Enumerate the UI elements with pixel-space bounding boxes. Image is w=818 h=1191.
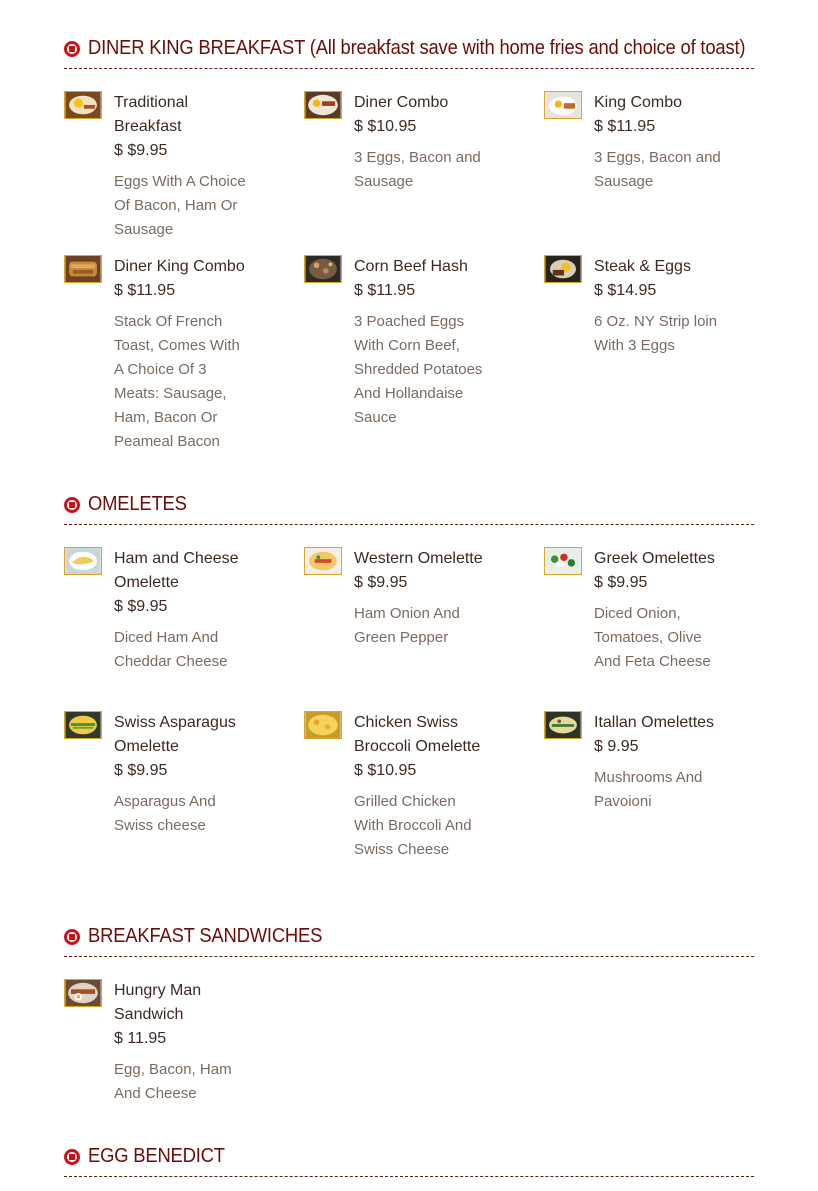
record-icon <box>64 929 80 945</box>
item-price: $ $10.95 <box>354 118 417 135</box>
item-description: Eggs With A Choice Of Bacon, Ham Or Sausage <box>114 173 246 238</box>
record-icon <box>64 497 80 513</box>
item-name: Ham and Cheese Omelette <box>114 550 239 591</box>
item-name: Diner Combo <box>354 94 449 111</box>
asparagus-omelette-photo-icon[interactable] <box>64 711 102 739</box>
item-description: 3 Poached Eggs With Corn Beef, Shredded Potatoes And Hollandaise Sauce <box>354 313 483 426</box>
item-description: Stack Of French Toast, Comes With A Choice Of 3 Meats: Sausage, Ham, Bacon Or Peameal Bacon <box>114 313 240 450</box>
item-price: $ 11.95 <box>114 1030 167 1047</box>
greek-salad-photo-icon[interactable] <box>544 547 582 575</box>
sandwich-photo-icon[interactable] <box>64 979 102 1007</box>
item-name: Steak & Eggs <box>594 258 691 275</box>
section-header <box>64 28 754 69</box>
item-description: Ham Onion And Green Pepper <box>354 605 460 646</box>
western-omelette-photo-icon[interactable] <box>304 547 342 575</box>
record-icon <box>64 1149 80 1165</box>
item-name: Diner King Combo <box>114 258 245 275</box>
item-price: $ $9.95 <box>114 762 168 779</box>
item-price: $ $9.95 <box>354 574 408 591</box>
section-egg-benedict <box>64 1136 754 1177</box>
section-title: EGG BENEDICT <box>88 1144 225 1167</box>
item-name: Greek Omelettes <box>594 550 715 567</box>
hash-photo-icon[interactable] <box>304 255 342 283</box>
section-title: OMELETES <box>88 492 187 515</box>
item-name: Western Omelette <box>354 550 483 567</box>
french-toast-photo-icon[interactable] <box>64 255 102 283</box>
item-name: Traditional Breakfast <box>114 94 189 135</box>
item-price: $ $9.95 <box>114 598 168 615</box>
item-name: Hungry Man Sandwich <box>114 982 202 1023</box>
item-description: Egg, Bacon, Ham And Cheese <box>114 1061 232 1102</box>
item-price: $ $9.95 <box>594 574 648 591</box>
section-title: BREAKFAST SANDWICHES <box>88 924 323 947</box>
section-header <box>64 916 754 957</box>
item-description: Diced Ham And Cheddar Cheese <box>114 629 228 670</box>
section-header <box>64 1136 754 1177</box>
record-icon <box>64 41 80 57</box>
section-breakfast-sandwiches <box>64 916 754 1102</box>
section-title: DINER KING BREAKFAST (All breakfast save with home fries and choice of toast) <box>88 36 746 59</box>
item-price: $ 9.95 <box>594 738 639 755</box>
steak-photo-icon[interactable] <box>544 255 582 283</box>
item-price: $ $11.95 <box>354 282 416 299</box>
king-plate-photo-icon[interactable] <box>544 91 582 119</box>
item-description: Diced Onion, Tomatoes, Olive And Feta Cheese <box>594 605 711 670</box>
italian-omelette-photo-icon[interactable] <box>544 711 582 739</box>
item-description: Grilled Chicken With Broccoli And Swiss Cheese <box>354 793 472 858</box>
item-description: Mushrooms And Pavoioni <box>594 769 703 810</box>
item-name: Chicken Swiss Broccoli Omelette <box>354 714 481 755</box>
item-name: King Combo <box>594 94 683 111</box>
item-name: Itallan Omelettes <box>594 714 715 731</box>
item-price: $ $11.95 <box>594 118 656 135</box>
item-price: $ $10.95 <box>354 762 417 779</box>
item-name: Corn Beef Hash <box>354 258 468 275</box>
item-price: $ $11.95 <box>114 282 176 299</box>
item-description: Asparagus And Swiss cheese <box>114 793 216 834</box>
combo-plate-photo-icon[interactable] <box>304 91 342 119</box>
chicken-omelette-photo-icon[interactable] <box>304 711 342 739</box>
eggs-bacon-photo-icon[interactable] <box>64 91 102 119</box>
omelette-photo-icon[interactable] <box>64 547 102 575</box>
item-description: 3 Eggs, Bacon and Sausage <box>594 149 721 190</box>
item-price: $ $9.95 <box>114 142 168 159</box>
item-description: 3 Eggs, Bacon and Sausage <box>354 149 481 190</box>
section-diner-king-breakfast <box>64 28 754 450</box>
item-description: 6 Oz. NY Strip loin With 3 Eggs <box>594 313 718 354</box>
section-omeletes <box>64 484 754 858</box>
section-header <box>64 484 754 525</box>
item-price: $ $14.95 <box>594 282 657 299</box>
item-name: Swiss Asparagus Omelette <box>114 714 236 755</box>
